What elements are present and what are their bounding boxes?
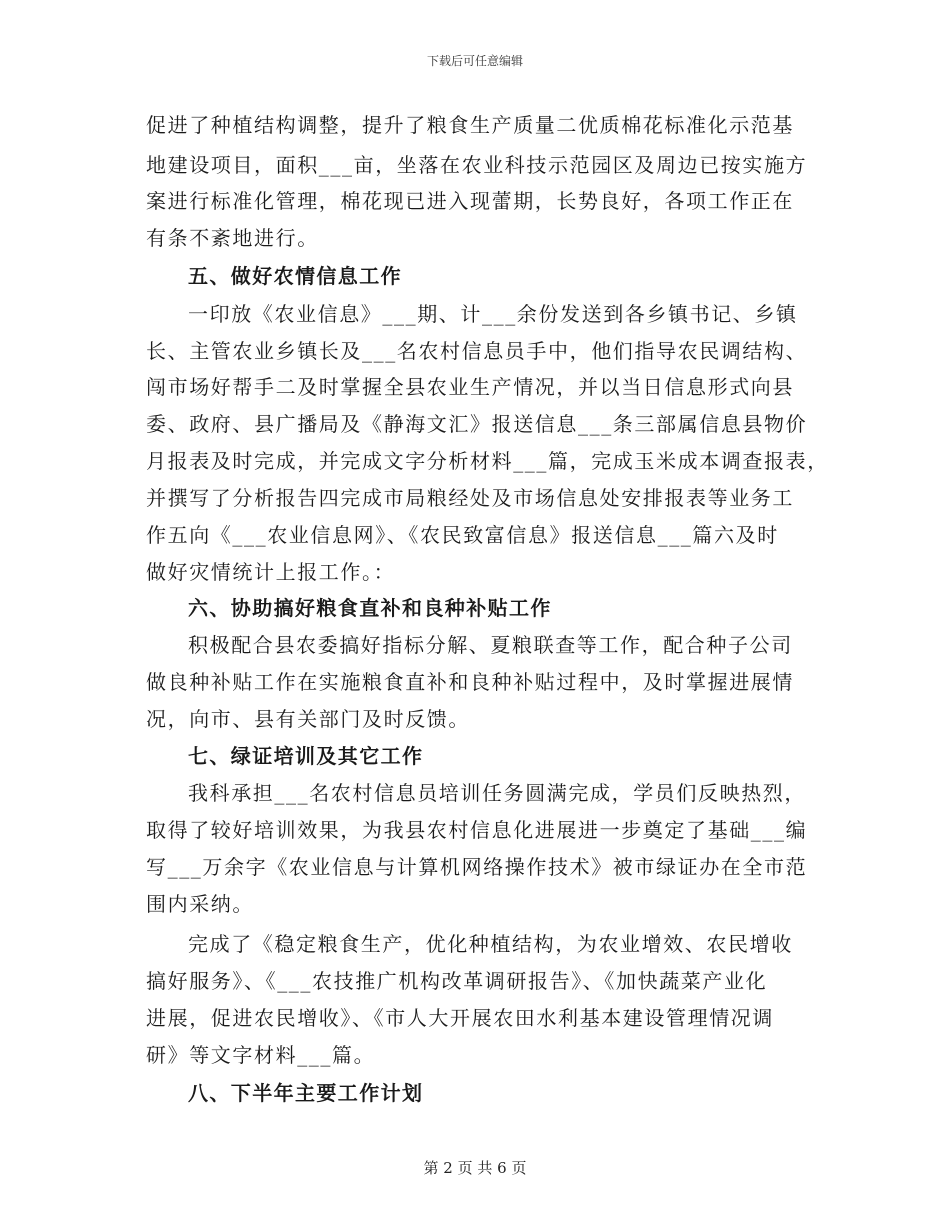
body-line: 做良种补贴工作在实施粮食直补和良种补贴过程中，及时掌握进展情 [146,670,794,694]
page-footer: 第 2 页 共 6 页 [423,1159,527,1177]
body-line: 作五向《___农业信息网》、《农民致富信息》报送信息___篇六及时 [146,523,779,547]
body-line: 促进了种植结构调整，提升了粮食生产质量二优质棉花标准化示范基 [146,113,794,137]
body-line: 闯市场好帮手二及时掌握全县农业生产情况，并以当日信息形式向县 [146,375,794,399]
section-heading-5: 五、做好农情信息工作 [188,264,402,288]
body-line: 并撰写了分析报告四完成市局粮经处及市场信息处安排报表等业务工 [146,486,794,510]
body-line: 围内采纳。 [146,892,254,916]
body-line: 取得了较好培训效果，为我县农村信息化进展进一步奠定了基础___编 [146,818,808,842]
body-line: 研》等文字材料___篇。 [146,1043,376,1067]
body-line: 案进行标准化管理，棉花现已进入现蕾期，长势良好，各项工作正在 [146,189,794,213]
body-line: 有条不紊地进行。 [146,226,319,250]
body-line: 积极配合县农委搞好指标分解、夏粮联查等工作，配合种子公司 [188,633,793,657]
body-line: 月报表及时完成，并完成文字分析材料___篇，完成玉米成本调查报表， [146,449,829,473]
section-heading-7: 七、绿证培训及其它工作 [188,744,424,768]
body-line: 我科承担___名农村信息员培训任务圆满完成，学员们反映热烈， [188,781,806,805]
body-line: 况，向市、县有关部门及时反馈。 [146,707,470,731]
body-line: 做好灾情统计上报工作。： [146,560,396,584]
body-line: 一印放《农业信息》___期、计___余份发送到各乡镇书记、乡镇 [188,302,798,326]
body-line: 进展，促进农民增收》、《市人大开展农田水利基本建设管理情况调 [146,1006,774,1030]
section-heading-8: 八、下半年主要工作计划 [188,1081,424,1105]
body-line: 地建设项目，面积___亩，坐落在农业科技示范园区及周边已按实施方 [146,153,808,177]
body-line: 搞好服务》、《___农技推广机构改革调研报告》、《加快蔬菜产业化 [146,969,768,993]
body-line: 写___万余字《农业信息与计算机网络操作技术》被市绿证办在全市范 [146,855,808,879]
section-heading-6: 六、协助搞好粮食直补和良种补贴工作 [188,596,552,620]
body-line: 委、政府、县广播局及《静海文汇》报送信息___条三部属信息县物价 [146,412,808,436]
body-line: 长、主管农业乡镇长及___名农村信息员手中，他们指导农民调结构、 [146,339,808,363]
page-header: 下载后可任意编辑 [426,54,523,68]
body-line: 完成了《稳定粮食生产，优化种植结构，为农业增效、农民增收 [188,932,793,956]
